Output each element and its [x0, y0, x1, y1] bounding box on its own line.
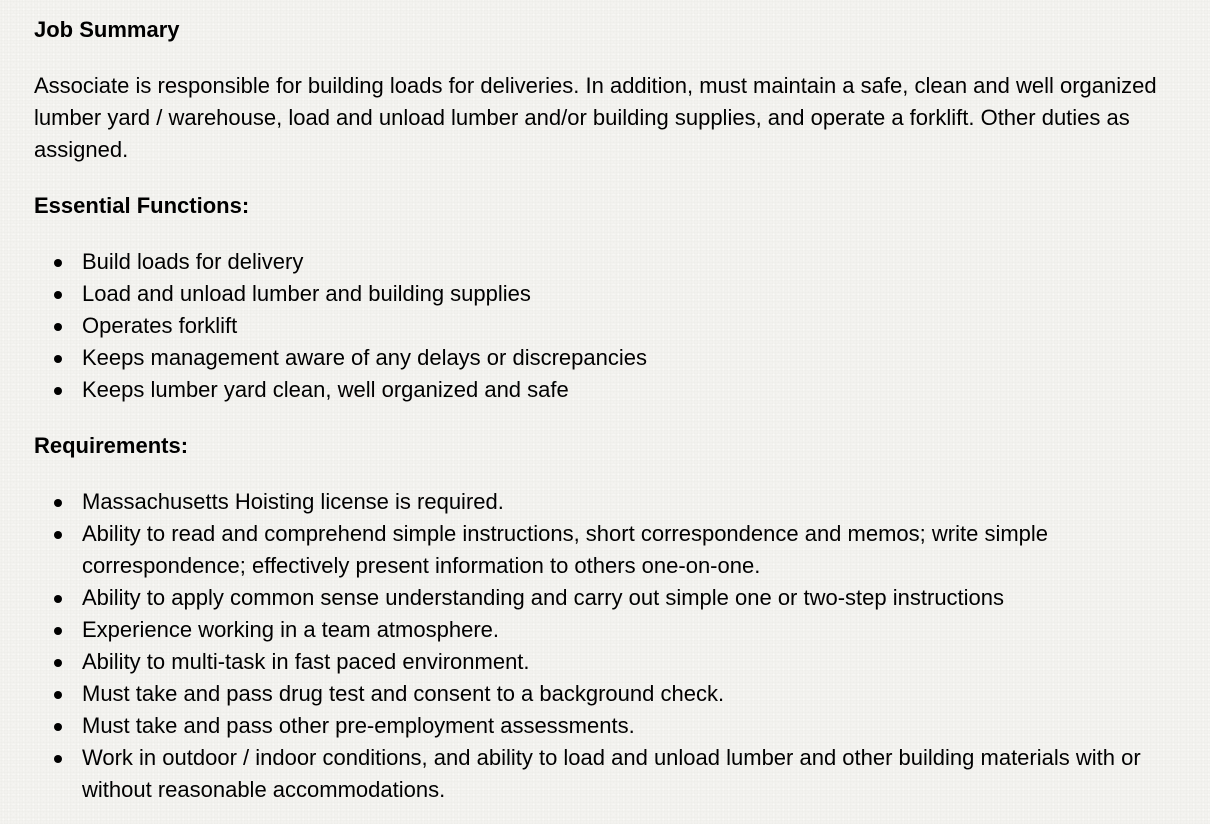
essential-functions-list — [34, 246, 1194, 406]
list-item: Must take and pass drug test and consent to a background check. — [82, 678, 1194, 710]
list-item: Ability to apply common sense understanding and carry out simple one or two-step instructions — [82, 582, 1194, 614]
list-item: Build loads for delivery — [82, 246, 1194, 278]
requirements-list — [34, 486, 1194, 806]
list-item: Operates forklift — [82, 310, 1194, 342]
list-item: Ability to multi-task in fast paced environment. — [82, 646, 1194, 678]
list-item: Must take and pass other pre-employment assessments. — [82, 710, 1194, 742]
list-item: Keeps management aware of any delays or discrepancies — [82, 342, 1194, 374]
job-summary-paragraph: Associate is responsible for building loads for deliveries. In addition, must maintain a safe, clean and well organized lumber yard / warehouse, load and unload lumber and/or building supplies, and operate a forklift. Other duties as assigned. — [34, 73, 1157, 162]
list-item: Ability to read and comprehend simple instructions, short correspondence and memos; write simple correspondence; effectively present information to others one-on-one. — [82, 518, 1194, 582]
job-description — [34, 14, 1194, 806]
requirements-heading: Requirements: — [34, 433, 189, 458]
list-item: Massachusetts Hoisting license is required. — [82, 486, 1194, 518]
essential-functions-heading: Essential Functions: — [34, 193, 250, 218]
list-item: Work in outdoor / indoor conditions, and ability to load and unload lumber and other building materials with or without reasonable accommodations. — [82, 742, 1194, 806]
list-item: Load and unload lumber and building supplies — [82, 278, 1194, 310]
job-summary-heading: Job Summary — [34, 17, 180, 42]
list-item: Keeps lumber yard clean, well organized and safe — [82, 374, 1194, 406]
list-item: Experience working in a team atmosphere. — [82, 614, 1194, 646]
